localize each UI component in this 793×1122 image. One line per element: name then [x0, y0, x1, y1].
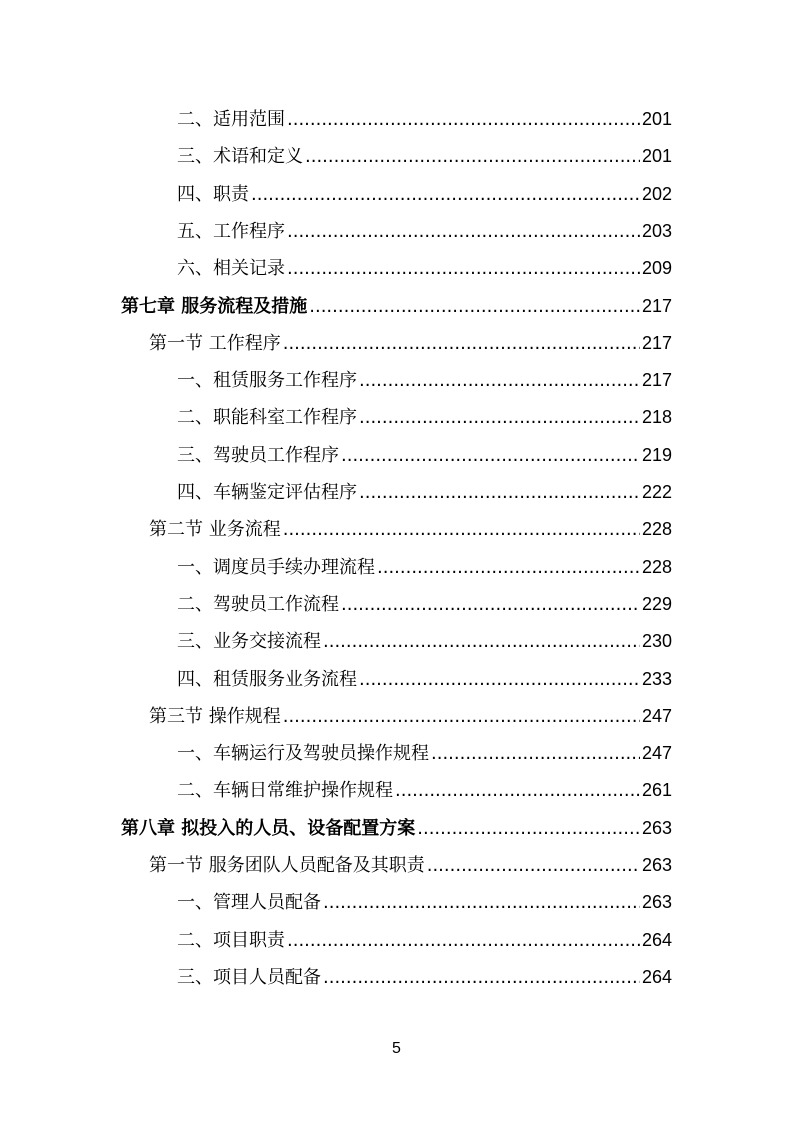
toc-entry-title: 三、驾驶员工作程序	[177, 444, 339, 466]
toc-entry[interactable]	[177, 253, 672, 283]
dot-leader	[395, 776, 640, 806]
toc-entry-title: 第二节 业务流程	[149, 519, 281, 541]
dot-leader	[359, 403, 640, 433]
toc-entry-title: 第一节 工作程序	[149, 332, 281, 354]
toc-entry-page: 264	[641, 966, 672, 987]
toc-entry-page: 263	[641, 855, 672, 875]
dot-leader	[287, 926, 640, 956]
dot-leader	[323, 888, 640, 918]
dot-leader	[283, 515, 640, 545]
toc-entry-page: 264	[641, 929, 672, 950]
toc-entry[interactable]	[177, 887, 672, 917]
toc-entry-title: 一、租赁服务工作程序	[177, 370, 357, 392]
toc-entry-page: 263	[641, 817, 672, 838]
toc-entry-title: 二、驾驶员工作流程	[177, 593, 339, 615]
toc-entry[interactable]	[177, 440, 672, 470]
toc-entry[interactable]	[149, 328, 672, 358]
toc-entry-title: 第三节 操作规程	[149, 705, 281, 727]
toc-entry-page: 217	[641, 295, 672, 316]
toc-entry-title: 四、车辆鉴定评估程序	[177, 482, 357, 503]
dot-leader	[323, 627, 640, 657]
toc-entry-title: 五、工作程序	[177, 220, 285, 242]
toc-entry[interactable]	[177, 216, 672, 246]
toc-entry-title: 二、职能科室工作程序	[177, 407, 357, 429]
toc-entry-title: 三、项目人员配备	[177, 966, 321, 988]
toc-entry-title: 三、术语和定义	[177, 146, 303, 168]
toc-entry-title: 四、租赁服务业务流程	[177, 668, 357, 690]
toc-entry-page: 203	[641, 220, 672, 241]
toc-entry-page: 263	[641, 892, 672, 913]
toc-entry-title: 一、管理人员配备	[177, 892, 321, 914]
toc-entry-title: 二、车辆日常维护操作规程	[177, 780, 393, 802]
toc-entry-title: 二、适用范围	[177, 109, 285, 130]
toc-entry[interactable]	[177, 365, 672, 395]
dot-leader	[341, 590, 640, 620]
toc-entry-page: 202	[641, 183, 672, 204]
toc-entry[interactable]	[177, 664, 672, 694]
toc-entry[interactable]	[177, 626, 672, 656]
toc-entry-page: 228	[641, 556, 672, 577]
toc-entry[interactable]	[177, 589, 672, 619]
dot-leader	[251, 180, 640, 210]
dot-leader	[427, 851, 640, 881]
toc-entry-page: 201	[641, 146, 672, 167]
toc-entry-title: 二、项目职责	[177, 929, 285, 951]
toc-entry-page: 247	[641, 705, 672, 726]
toc-entry-title: 一、车辆运行及驾驶员操作规程	[177, 743, 429, 765]
toc-entry[interactable]	[149, 514, 672, 544]
dot-leader	[287, 217, 640, 247]
toc-entry[interactable]	[177, 402, 672, 432]
page-number: 5	[392, 1040, 401, 1057]
toc-entry-title: 第八章 拟投入的人员、设备配置方案	[121, 817, 416, 839]
toc-entry[interactable]	[177, 962, 672, 992]
toc-entry-page: 247	[641, 743, 672, 764]
dot-leader	[377, 553, 640, 583]
toc-entry[interactable]	[177, 477, 672, 507]
toc-entry-title: 第七章 服务流程及措施	[121, 295, 308, 317]
dot-leader	[359, 665, 640, 695]
toc-entry[interactable]	[177, 141, 672, 171]
dot-leader	[305, 142, 640, 172]
dot-leader	[309, 292, 640, 322]
dot-leader	[417, 814, 640, 844]
toc-entry[interactable]	[149, 701, 672, 731]
toc-entry-page: 217	[641, 332, 672, 353]
toc-entry-page: 228	[641, 519, 672, 540]
dot-leader	[341, 441, 640, 471]
dot-leader	[287, 254, 640, 284]
toc-entry-page: 209	[641, 258, 672, 279]
toc-entry-page: 261	[641, 780, 672, 801]
toc-entry-page: 233	[641, 668, 672, 689]
toc-entry[interactable]	[177, 104, 672, 134]
toc-entry-page: 218	[641, 407, 672, 428]
toc-entry[interactable]	[177, 738, 672, 768]
toc-entry-page: 230	[641, 631, 672, 652]
toc-entry-title: 六、相关记录	[177, 258, 285, 280]
toc-entry[interactable]	[121, 291, 672, 321]
dot-leader	[359, 366, 640, 396]
toc-entry-page: 222	[641, 482, 672, 502]
dot-leader	[323, 963, 640, 993]
dot-leader	[287, 105, 640, 135]
dot-leader	[283, 702, 640, 732]
toc-entry-page: 217	[641, 370, 672, 391]
dot-leader	[359, 478, 640, 508]
toc-entry[interactable]	[177, 775, 672, 805]
dot-leader	[283, 329, 640, 359]
toc-entry-title: 一、调度员手续办理流程	[177, 556, 375, 578]
toc-entry[interactable]	[177, 925, 672, 955]
toc-entry-title: 第一节 服务团队人员配备及其职责	[149, 855, 425, 876]
toc-entry-page: 219	[641, 444, 672, 465]
toc-entry-page: 201	[641, 109, 672, 129]
toc-entry[interactable]	[149, 850, 672, 880]
toc-entry[interactable]	[177, 552, 672, 582]
toc-entry-title: 四、职责	[177, 183, 249, 205]
dot-leader	[431, 739, 640, 769]
toc-entry-title: 三、业务交接流程	[177, 631, 321, 653]
toc-entry-page: 229	[641, 593, 672, 614]
toc-entry[interactable]	[121, 813, 672, 843]
toc-entry[interactable]	[177, 179, 672, 209]
